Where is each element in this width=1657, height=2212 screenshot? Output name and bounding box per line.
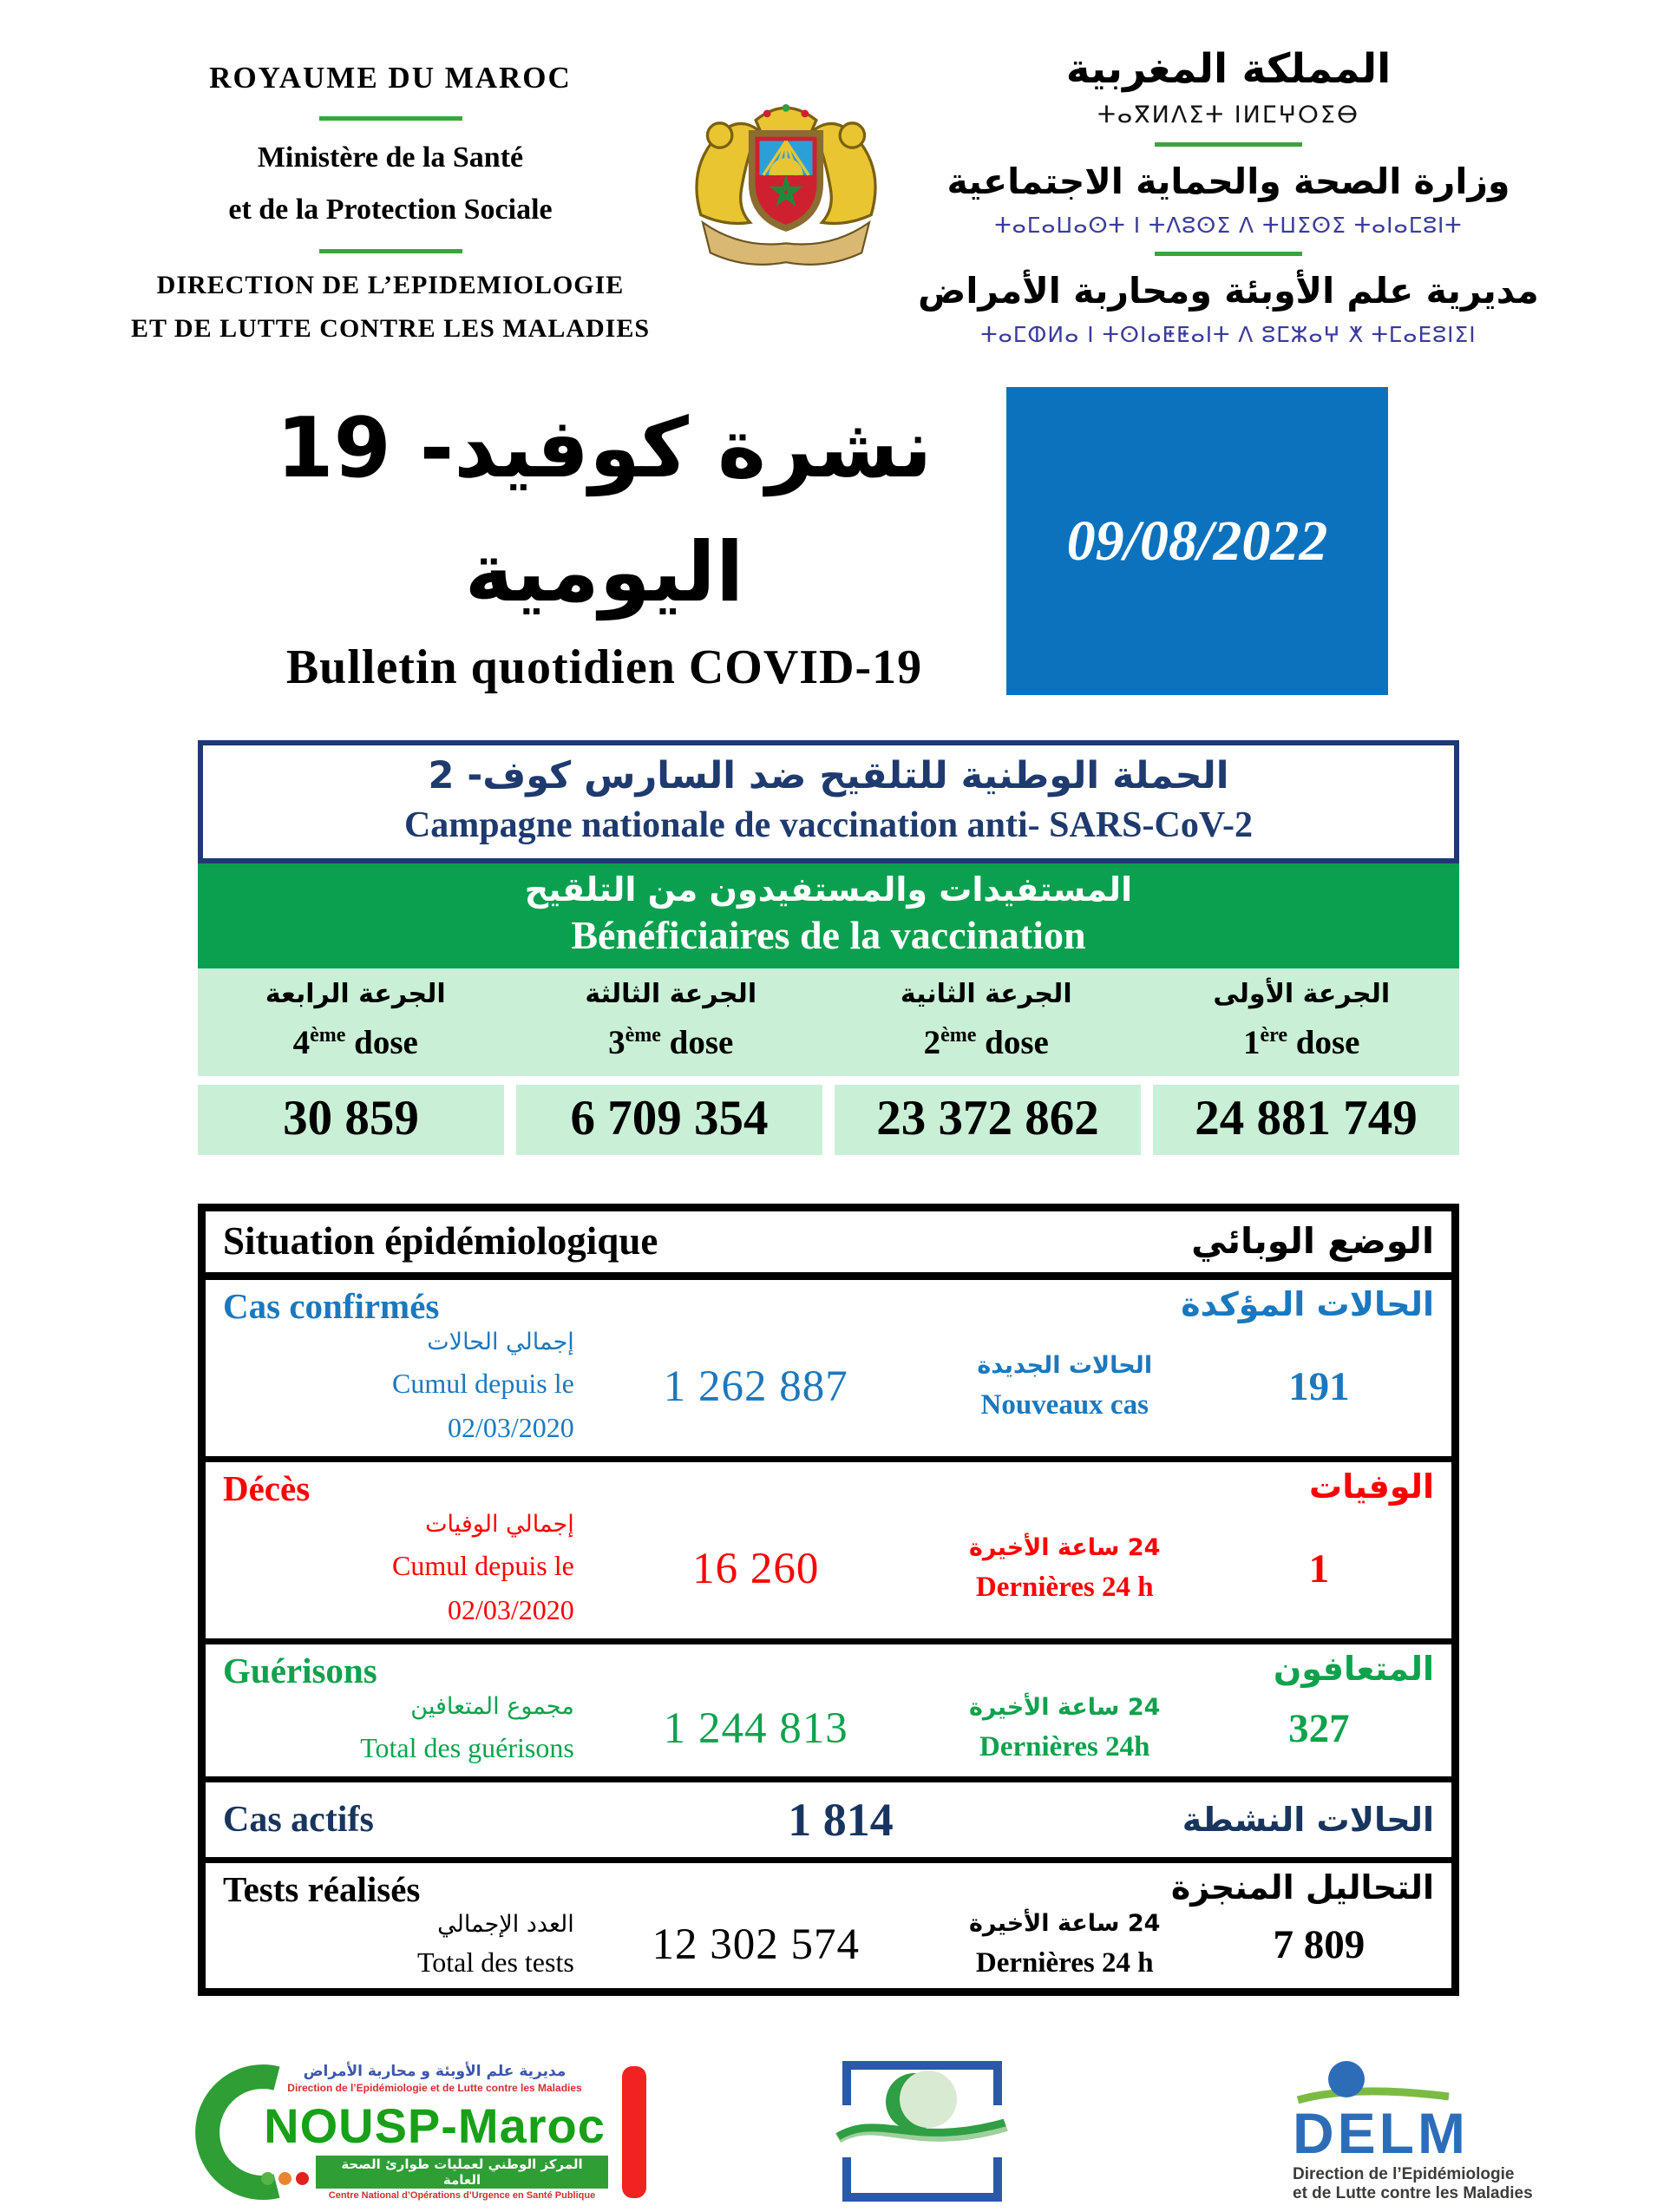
nousp-red-bar-icon xyxy=(622,2066,646,2198)
epidemiological-situation-table xyxy=(198,1204,1459,1996)
morocco-coat-of-arms-icon xyxy=(682,68,890,286)
tests-recent-label xyxy=(926,1910,1204,1979)
deaths-content xyxy=(223,1511,1434,1626)
dose-4-num: 4 xyxy=(292,1024,311,1061)
bulletin-date: 09/08/2022 xyxy=(1066,509,1328,573)
confirmed-recent-label xyxy=(926,1352,1204,1421)
dose-4-french xyxy=(198,1023,514,1062)
dose-3-num: 3 xyxy=(608,1024,625,1061)
tests-title-french: Tests réalisés xyxy=(223,1869,421,1909)
deaths-row xyxy=(206,1462,1451,1644)
dose-2-value: 23 372 862 xyxy=(835,1085,1141,1155)
tests-recent-french: Dernières 24 h xyxy=(975,1947,1154,1979)
confirmed-cumul-arabic: إجمالي الحالات xyxy=(427,1329,574,1355)
delm-name: DELM xyxy=(1293,2101,1469,2165)
recoveries-title-row xyxy=(223,1650,1434,1691)
bulletin-title-arabic: نشرة كوفيد- 19 اليومية xyxy=(276,401,933,620)
ministry-arabic: وزارة الصحة والحماية الاجتماعية xyxy=(946,161,1510,202)
footer-logos xyxy=(187,2051,1553,2212)
health-center-logo xyxy=(831,2051,1013,2212)
ministry-line1: Ministère de la Santé xyxy=(257,141,524,174)
nousp-top-french: Direction de l’Epidémiologie et de Lutte contre les Maladies xyxy=(287,2082,582,2094)
dose-3-ord: ème xyxy=(625,1024,661,1047)
direction-tifinagh: ⵜⴰⵎⵀⵍⴰ ⵏ ⵜⵙⵏⴰⵟⵟⴰⵏⵜ ⴷ ⵓⵎⵣⴰⵖ ⵅ ⵜⵎⴰⴹⵓⵏⵉⵏ xyxy=(980,322,1477,347)
bulletin-title xyxy=(239,387,970,695)
nousp-logo xyxy=(187,2054,646,2210)
dose-label-1 xyxy=(1144,979,1460,1062)
dose-2-arabic: الجرعة الثانية xyxy=(900,979,1072,1009)
confirmed-recent-arabic: الحالات الجديدة xyxy=(977,1351,1153,1379)
deaths-cumulative-label xyxy=(223,1511,586,1626)
direction-line1: DIRECTION DE L’EPIDEMIOLOGIE xyxy=(156,271,625,299)
beneficiaries-title-french: Bénéficiaires de la vaccination xyxy=(571,913,1086,957)
delm-emblem-icon xyxy=(1293,2060,1457,2105)
dose-labels-row xyxy=(198,968,1459,1076)
deaths-cumul-date: 02/03/2020 xyxy=(448,1594,574,1625)
tests-cumul-french: Total des tests xyxy=(416,1946,574,1978)
nousp-bottom-arabic: المركز الوطني لعمليات طوارئ الصحة العامة xyxy=(316,2156,608,2189)
green-divider xyxy=(319,249,462,253)
dose-label-2 xyxy=(828,979,1144,1062)
deaths-recent-value: 1 xyxy=(1308,1546,1330,1592)
direction-arabic: مديرية علم الأوبئة ومحاربة الأمراض xyxy=(918,270,1539,312)
recoveries-cumul-arabic: مجموع المتعافين xyxy=(410,1693,574,1720)
recoveries-cumulative-value: 1 244 813 xyxy=(663,1704,848,1753)
tests-content xyxy=(223,1910,1434,1979)
confirmed-recent-value: 191 xyxy=(1288,1363,1350,1409)
delm-logo xyxy=(1293,2060,1553,2203)
confirmed-cumulative-label xyxy=(223,1329,586,1444)
deaths-title-row xyxy=(223,1467,1434,1509)
tests-cumulative-value: 12 302 574 xyxy=(652,1920,860,1969)
dose-values-row xyxy=(198,1085,1459,1155)
dose-4-ord: ème xyxy=(310,1024,346,1047)
confirmed-recent-french: Nouveaux cas xyxy=(980,1388,1149,1421)
dose-2-french xyxy=(828,1023,1144,1062)
dose-1-french xyxy=(1144,1023,1460,1062)
situation-title-french: Situation épidémiologique xyxy=(223,1219,658,1263)
delm-line1: Direction de l’Epidémiologie xyxy=(1293,2165,1515,2183)
bulletin-title-french: Bulletin quotidien COVID-19 xyxy=(285,640,923,694)
confirmed-cumul-date: 02/03/2020 xyxy=(448,1412,574,1443)
kingdom-title-tifinagh: ⵜⴰⴳⵍⴷⵉⵜ ⵏⵍⵎⵖⵔⵉⴱ xyxy=(1097,102,1359,128)
dose-1-word: dose xyxy=(1287,1024,1360,1061)
delm-line2: et de Lutte contre les Maladies xyxy=(1293,2184,1533,2202)
recoveries-recent-label xyxy=(926,1694,1204,1763)
confirmed-content xyxy=(223,1329,1434,1444)
dose-4-arabic: الجرعة الرابعة xyxy=(265,979,446,1009)
bulletin-title-section xyxy=(239,387,1388,695)
vaccination-campaign-title-french: Campagne nationale de vaccination anti- SARS-CoV-2 xyxy=(403,805,1254,845)
dose-2-word: dose xyxy=(976,1024,1049,1061)
kingdom-title: ROYAUME DU MAROC xyxy=(209,61,572,95)
nousp-bottom-french: Centre National d’Opérations d’Urgence en Santé Publique xyxy=(328,2190,596,2201)
tests-title-arabic: التحاليل المنجزة xyxy=(1170,1868,1434,1907)
header-french-block xyxy=(104,42,677,344)
direction-line2: ET DE LUTTE CONTRE LES MALADIES xyxy=(130,314,651,343)
tests-recent-arabic: 24 ساعة الأخيرة xyxy=(968,1910,1161,1937)
active-cases-value: 1 814 xyxy=(788,1794,894,1846)
deaths-cumul-arabic: إجمالي الوفيات xyxy=(425,1511,574,1538)
dose-2-ord: ème xyxy=(940,1024,977,1047)
vaccination-campaign-title-arabic: الحملة الوطنية للتلقيح ضد السارس كوف- 2 xyxy=(428,754,1229,798)
confirmed-title-french: Cas confirmés xyxy=(223,1286,440,1326)
recoveries-title-arabic: المتعافون xyxy=(1273,1650,1434,1688)
dose-1-value: 24 881 749 xyxy=(1153,1085,1459,1155)
recoveries-recent-arabic: 24 ساعة الأخيرة xyxy=(968,1694,1161,1721)
ministry-line2: et de la Protection Sociale xyxy=(228,194,553,226)
vaccination-section xyxy=(198,740,1459,1155)
recoveries-title-french: Guérisons xyxy=(223,1651,377,1690)
situation-header-row xyxy=(206,1211,1451,1280)
green-dot-icon xyxy=(261,2172,274,2185)
bulletin-date-box xyxy=(1006,387,1388,695)
beneficiaries-band xyxy=(198,863,1459,968)
nousp-bottom-text xyxy=(316,2156,608,2201)
recoveries-cumulative-label xyxy=(223,1693,586,1764)
dose-label-3 xyxy=(514,979,829,1062)
recoveries-cumul-french: Total des guérisons xyxy=(360,1732,574,1763)
dose-4-word: dose xyxy=(345,1024,418,1061)
ministry-tifinagh: ⵜⴰⵎⴰⵡⴰⵙⵜ ⵏ ⵜⴷⵓⵙⵉ ⴷ ⵜⵡⵉⵙⵉ ⵜⴰⵏⴰⵎⵓⵏⵜ xyxy=(994,213,1463,238)
active-cases-row xyxy=(206,1782,1451,1863)
tests-cumulative-label xyxy=(223,1911,586,1979)
deaths-title-french: Décès xyxy=(223,1468,311,1508)
nousp-text-block xyxy=(261,2063,608,2201)
dose-3-french xyxy=(514,1023,829,1062)
deaths-recent-french: Dernières 24 h xyxy=(975,1571,1154,1603)
header-arabic-block xyxy=(895,42,1562,347)
dose-3-arabic: الجرعة الثالثة xyxy=(585,979,757,1009)
vaccination-campaign-header xyxy=(198,740,1459,863)
dose-1-arabic: الجرعة الأولى xyxy=(1213,979,1391,1009)
document-header xyxy=(0,0,1657,347)
deaths-recent-arabic: 24 ساعة الأخيرة xyxy=(968,1533,1161,1561)
tests-recent-value: 7 809 xyxy=(1273,1922,1366,1967)
situation-title-arabic: الوضع الوبائي xyxy=(1191,1220,1434,1262)
recoveries-recent-value: 327 xyxy=(1288,1706,1350,1751)
nousp-bottom-block xyxy=(261,2156,608,2201)
deaths-cumulative-value: 16 260 xyxy=(692,1544,820,1593)
active-title-french: Cas actifs xyxy=(223,1800,374,1840)
deaths-title-arabic: الوفيات xyxy=(1309,1467,1434,1506)
confirmed-cumulative-value: 1 262 887 xyxy=(663,1362,848,1411)
dose-1-ord: ère xyxy=(1260,1024,1288,1047)
confirmed-cumul-french: Cumul depuis le xyxy=(392,1368,574,1399)
green-divider xyxy=(319,116,462,121)
orange-dot-icon xyxy=(278,2172,291,2185)
confirmed-cases-row xyxy=(206,1280,1451,1462)
deaths-cumul-french: Cumul depuis le xyxy=(392,1550,574,1581)
active-title-arabic: الحالات النشطة xyxy=(1182,1801,1434,1839)
beneficiaries-title-arabic: المستفيدات والمستفيدون من التلقيح xyxy=(524,870,1133,909)
dose-1-num: 1 xyxy=(1243,1024,1261,1061)
dose-label-4 xyxy=(198,979,514,1062)
tests-row xyxy=(206,1863,1451,1988)
nousp-name: NOUSP-Maroc xyxy=(264,2098,606,2153)
recoveries-row xyxy=(206,1644,1451,1782)
recoveries-recent-french: Dernières 24h xyxy=(979,1731,1150,1762)
confirmed-title-arabic: الحالات المؤكدة xyxy=(1181,1285,1434,1323)
confirmed-title-row xyxy=(223,1285,1434,1327)
green-divider xyxy=(1155,252,1302,256)
tests-cumul-arabic: العدد الإجمالي xyxy=(437,1911,574,1938)
green-divider xyxy=(1155,142,1302,147)
dose-2-num: 2 xyxy=(923,1024,941,1061)
recoveries-content xyxy=(223,1693,1434,1764)
tests-title-row xyxy=(223,1868,1434,1910)
dose-3-word: dose xyxy=(660,1024,734,1061)
red-dot-icon xyxy=(296,2172,309,2185)
dose-4-value: 30 859 xyxy=(198,1085,504,1155)
dose-3-value: 6 709 354 xyxy=(516,1085,822,1155)
nousp-dots-icon xyxy=(261,2172,309,2185)
deaths-recent-label xyxy=(926,1534,1204,1604)
kingdom-title-arabic: المملكة المغربية xyxy=(1065,45,1392,93)
nousp-top-arabic: مديرية علم الأوبئة و محاربة الأمراض xyxy=(303,2063,567,2080)
